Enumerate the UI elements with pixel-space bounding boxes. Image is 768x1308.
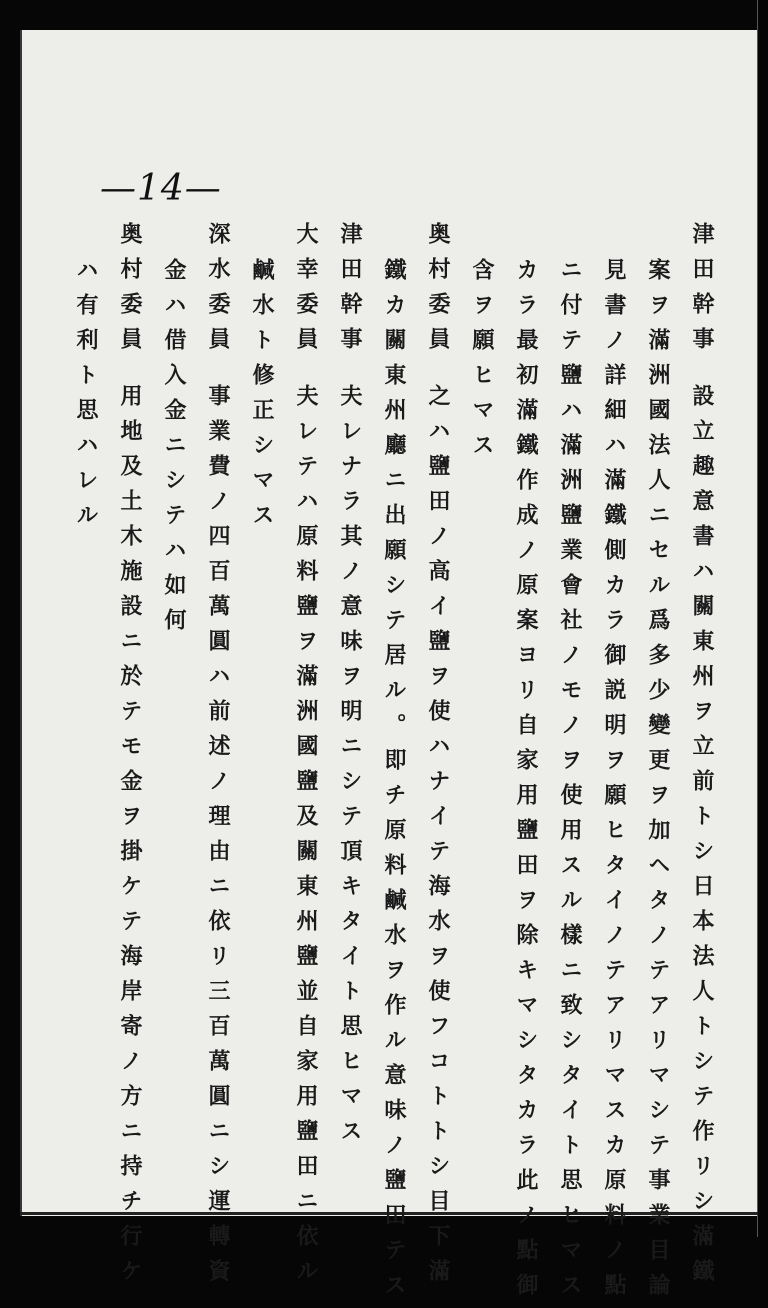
speaker-name: 津田幹事	[689, 222, 715, 362]
text-column	[332, 222, 368, 1154]
column-text: 夫レナラ其ノ意味ヲ明ニシテ頂キタイト思ヒマス	[337, 384, 363, 1154]
text-column	[508, 258, 544, 1308]
column-text: ハ有利ト思ハレル	[73, 258, 99, 538]
text-column	[244, 258, 280, 1158]
column-text: 案ヲ滿洲國法人ニセル爲多少變更ヲ加ヘタノテアリマシテ事業目論	[645, 258, 671, 1308]
column-text: 鹹水ト修正シマス	[249, 258, 275, 538]
column-text: ニ付テ鹽ハ滿洲鹽業會社ノモノヲ使用スル樣ニ致シタイト思ヒマス	[557, 258, 583, 1308]
text-column	[376, 258, 412, 1308]
speaker-name: 深水委員	[205, 222, 231, 362]
text-column	[288, 222, 324, 1294]
column-text: 含ヲ願ヒマス	[469, 258, 495, 468]
speaker-name: 奥村委員	[117, 222, 143, 362]
speaker-name: 津田幹事	[337, 222, 363, 362]
text-column	[464, 258, 500, 1158]
column-text: 鐵カ關東州廳ニ出願シテ居ル。即チ原料鹹水ヲ作ル意味ノ鹽田テス	[381, 258, 407, 1308]
column-text: 事業費ノ四百萬圓ハ前述ノ理由ニ依リ三百萬圓ニシ運轉資	[205, 384, 231, 1294]
speaker-name: 奥村委員	[425, 222, 451, 362]
text-column	[684, 222, 720, 1294]
column-text: カラ最初滿鐵作成ノ原案ヨリ自家用鹽田ヲ除キマシタカラ此ノ點御	[513, 258, 539, 1308]
text-column	[596, 258, 632, 1308]
column-text: 夫レテハ原料鹽ヲ滿洲國鹽及關東州鹽並自家用鹽田ニ依ル	[293, 384, 319, 1294]
text-column	[156, 258, 192, 1158]
column-text: 之ハ鹽田ノ高イ鹽ヲ使ハナイテ海水ヲ使フコトトシ目下滿	[425, 384, 451, 1294]
page-edge	[757, 0, 758, 1237]
text-column	[112, 222, 148, 1294]
column-text: 用地及土木施設ニ於テモ金ヲ掛ケテ海岸寄ノ方ニ持チ行ケ	[117, 384, 143, 1294]
column-text: 金ハ借入金ニシテハ如何	[161, 258, 187, 643]
text-column	[640, 258, 676, 1308]
text-column	[552, 258, 588, 1308]
column-text: 見書ノ詳細ハ滿鐵側カラ御説明ヲ願ヒタイノテアリマスカ原料ノ點	[601, 258, 627, 1308]
text-column	[420, 222, 456, 1294]
text-column	[200, 222, 236, 1294]
column-text: 設立趣意書ハ關東州ヲ立前トシ日本法人トシテ作リシ滿鐵	[689, 384, 715, 1294]
speaker-name: 大幸委員	[293, 222, 319, 362]
text-column	[68, 258, 104, 1158]
page-number: —14—	[100, 168, 222, 209]
